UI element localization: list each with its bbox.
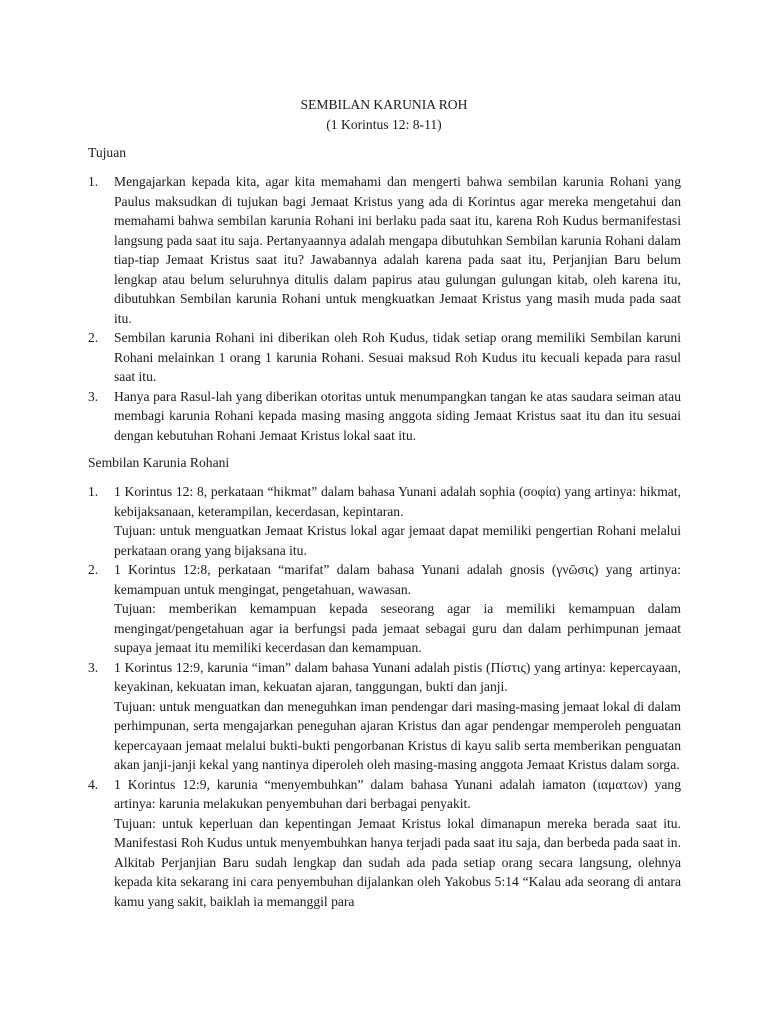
item-purpose: Tujuan: untuk menguatkan Jemaat Kristus lokal agar jemaat dapat memiliki pengertian Rohani melalui perkataan orang yang bijaksana itu. [114,523,681,558]
item-text: 1 Korintus 12:9, karunia “iman” dalam bahasa Yunani adalah pistis (Πίστις) yang artinya: kepercayaan, keyakinan, kekuatan iman, kekuatan ajaran, tanggungan, bukti dan janji. [114,659,681,694]
item-number: 4. [88,776,99,792]
title-block [0,95,768,135]
list-item [88,560,681,658]
item-number: 2. [88,330,99,345]
item-text: Sembilan karunia Rohani ini diberikan oleh Roh Kudus, tidak setiap orang memiliki Sembilan karuni Rohani melainkan 1 orang 1 karunia Rohani. Sesuai maksud Roh Kudus itu kecuali kepada para rasul saat itu. [114,330,681,384]
item-text: 1 Korintus 12:9, karunia “menyembuhkan” dalam bahasa Yunani adalah iamaton (ιαματων) yang artinya: karunia melakukan penyembuhan dari berbagai penyakit. [114,776,681,811]
item-number: 1. [88,484,99,499]
bible-reference: (1 Korintus 12: 8-11) [326,117,442,132]
item-number: 2. [88,562,99,577]
item-text: 1 Korintus 12: 8, perkataan “hikmat” dalam bahasa Yunani adalah sophia (σοφία) yang artinya: hikmat, kebijaksanaan, keterampilan, kecerdasan, kepintaran. [114,484,681,519]
list-item [88,775,681,912]
tujuan-list [88,172,681,445]
list-item [88,482,681,560]
list-item [88,658,681,775]
karunia-list [88,482,681,911]
item-purpose: Tujuan: untuk keperluan dan kepentingan Jemaat Kristus lokal dimanapun mereka berada saat itu. Manifestasi Roh Kudus untuk menyembuhkan hanya terjadi pada saat itu saja, dan berbeda pada saat in. Alkitab Perjanjian Baru sudah lengkap dan sudah ada pada setiap orang secara langsung, olehnya kepada kita sekarang ini cara penyembuhan dijalankan oleh Yakobus 5:14 “Kalau ada seorang di antara kamu yang sakit, baiklah ia memanggil para [114,815,681,909]
item-number: 3. [88,388,99,404]
item-number: 3. [88,659,99,675]
item-text: 1 Korintus 12:8, perkataan “marifat” dalam bahasa Yunani adalah gnosis (γνῶσις) yang artinya: kemampuan untuk mengingat, pengetahuan, wawasan. [114,562,681,597]
list-item [88,328,681,387]
document-title: SEMBILAN KARUNIA ROH [300,97,468,112]
item-number: 1. [88,174,99,189]
item-text: Mengajarkan kepada kita, agar kita memahami dan mengerti bahwa sembilan karunia Rohani yang Paulus maksudkan di tujukan bagi Jemaat Kristus yang ada di Korintus agar mereka mengetahui dan memahami bahwa sembilan karunia Rohani ini berlaku pada saat itu, karena Roh Kudus bermanifestasi langsung pada saat itu saja. Pertanyaannya adalah mengapa dibutuhkan Sembilan karunia Rohani dalam tiap-tiap Jemaat Kristus saat itu? Jawabannya adalah karena pada saat itu, Perjanjian Baru belum lengkap atau belum seluruhnya ditulis dalam papirus atau gulungan gulungan kitab, oleh karena itu, dibutuhkan Sembilan karunia Rohani untuk mengkuatkan Jemaat Kristus yang masih muda pada saat itu. [114,174,681,326]
section-heading-karunia: Sembilan Karunia Rohani [88,455,230,470]
list-item [88,172,681,328]
item-text: Hanya para Rasul-lah yang diberikan otoritas untuk menumpangkan tangan ke atas saudara seiman atau membagi karunia Rohani kepada masing masing anggota siding Jemaat Kristus saat itu dan itu sesuai dengan kebutuhan Rohani Jemaat Kristus lokal saat itu. [114,388,681,443]
section-heading-tujuan: Tujuan [88,145,127,160]
item-purpose: Tujuan: untuk menguatkan dan meneguhkan iman pendengar dari masing-masing jemaat lokal di dalam perhimpunan, serta mengajarkan peneguhan ajaran Kristus dan agar pendengar memperoleh penguatan kepercayaan jemaat melalui bukti-bukti pengorbanan Kristus di kayu salib serta memberikan penguatan akan janji-janji kekal yang nantinya diperoleh oleh masing-masing anggota Jemaat Kristus dalam sorga. [114,698,681,772]
list-item [88,387,681,446]
item-purpose: Tujuan: memberikan kemampuan kepada seseorang agar ia memiliki kemampuan dalam mengingat/pengetahuan agar ia berfungsi pada jemaat sebagai guru dan dalam perhimpunan jemaat supaya jemaat itu memiliki kecerdasan dan kemampuan. [114,601,681,655]
